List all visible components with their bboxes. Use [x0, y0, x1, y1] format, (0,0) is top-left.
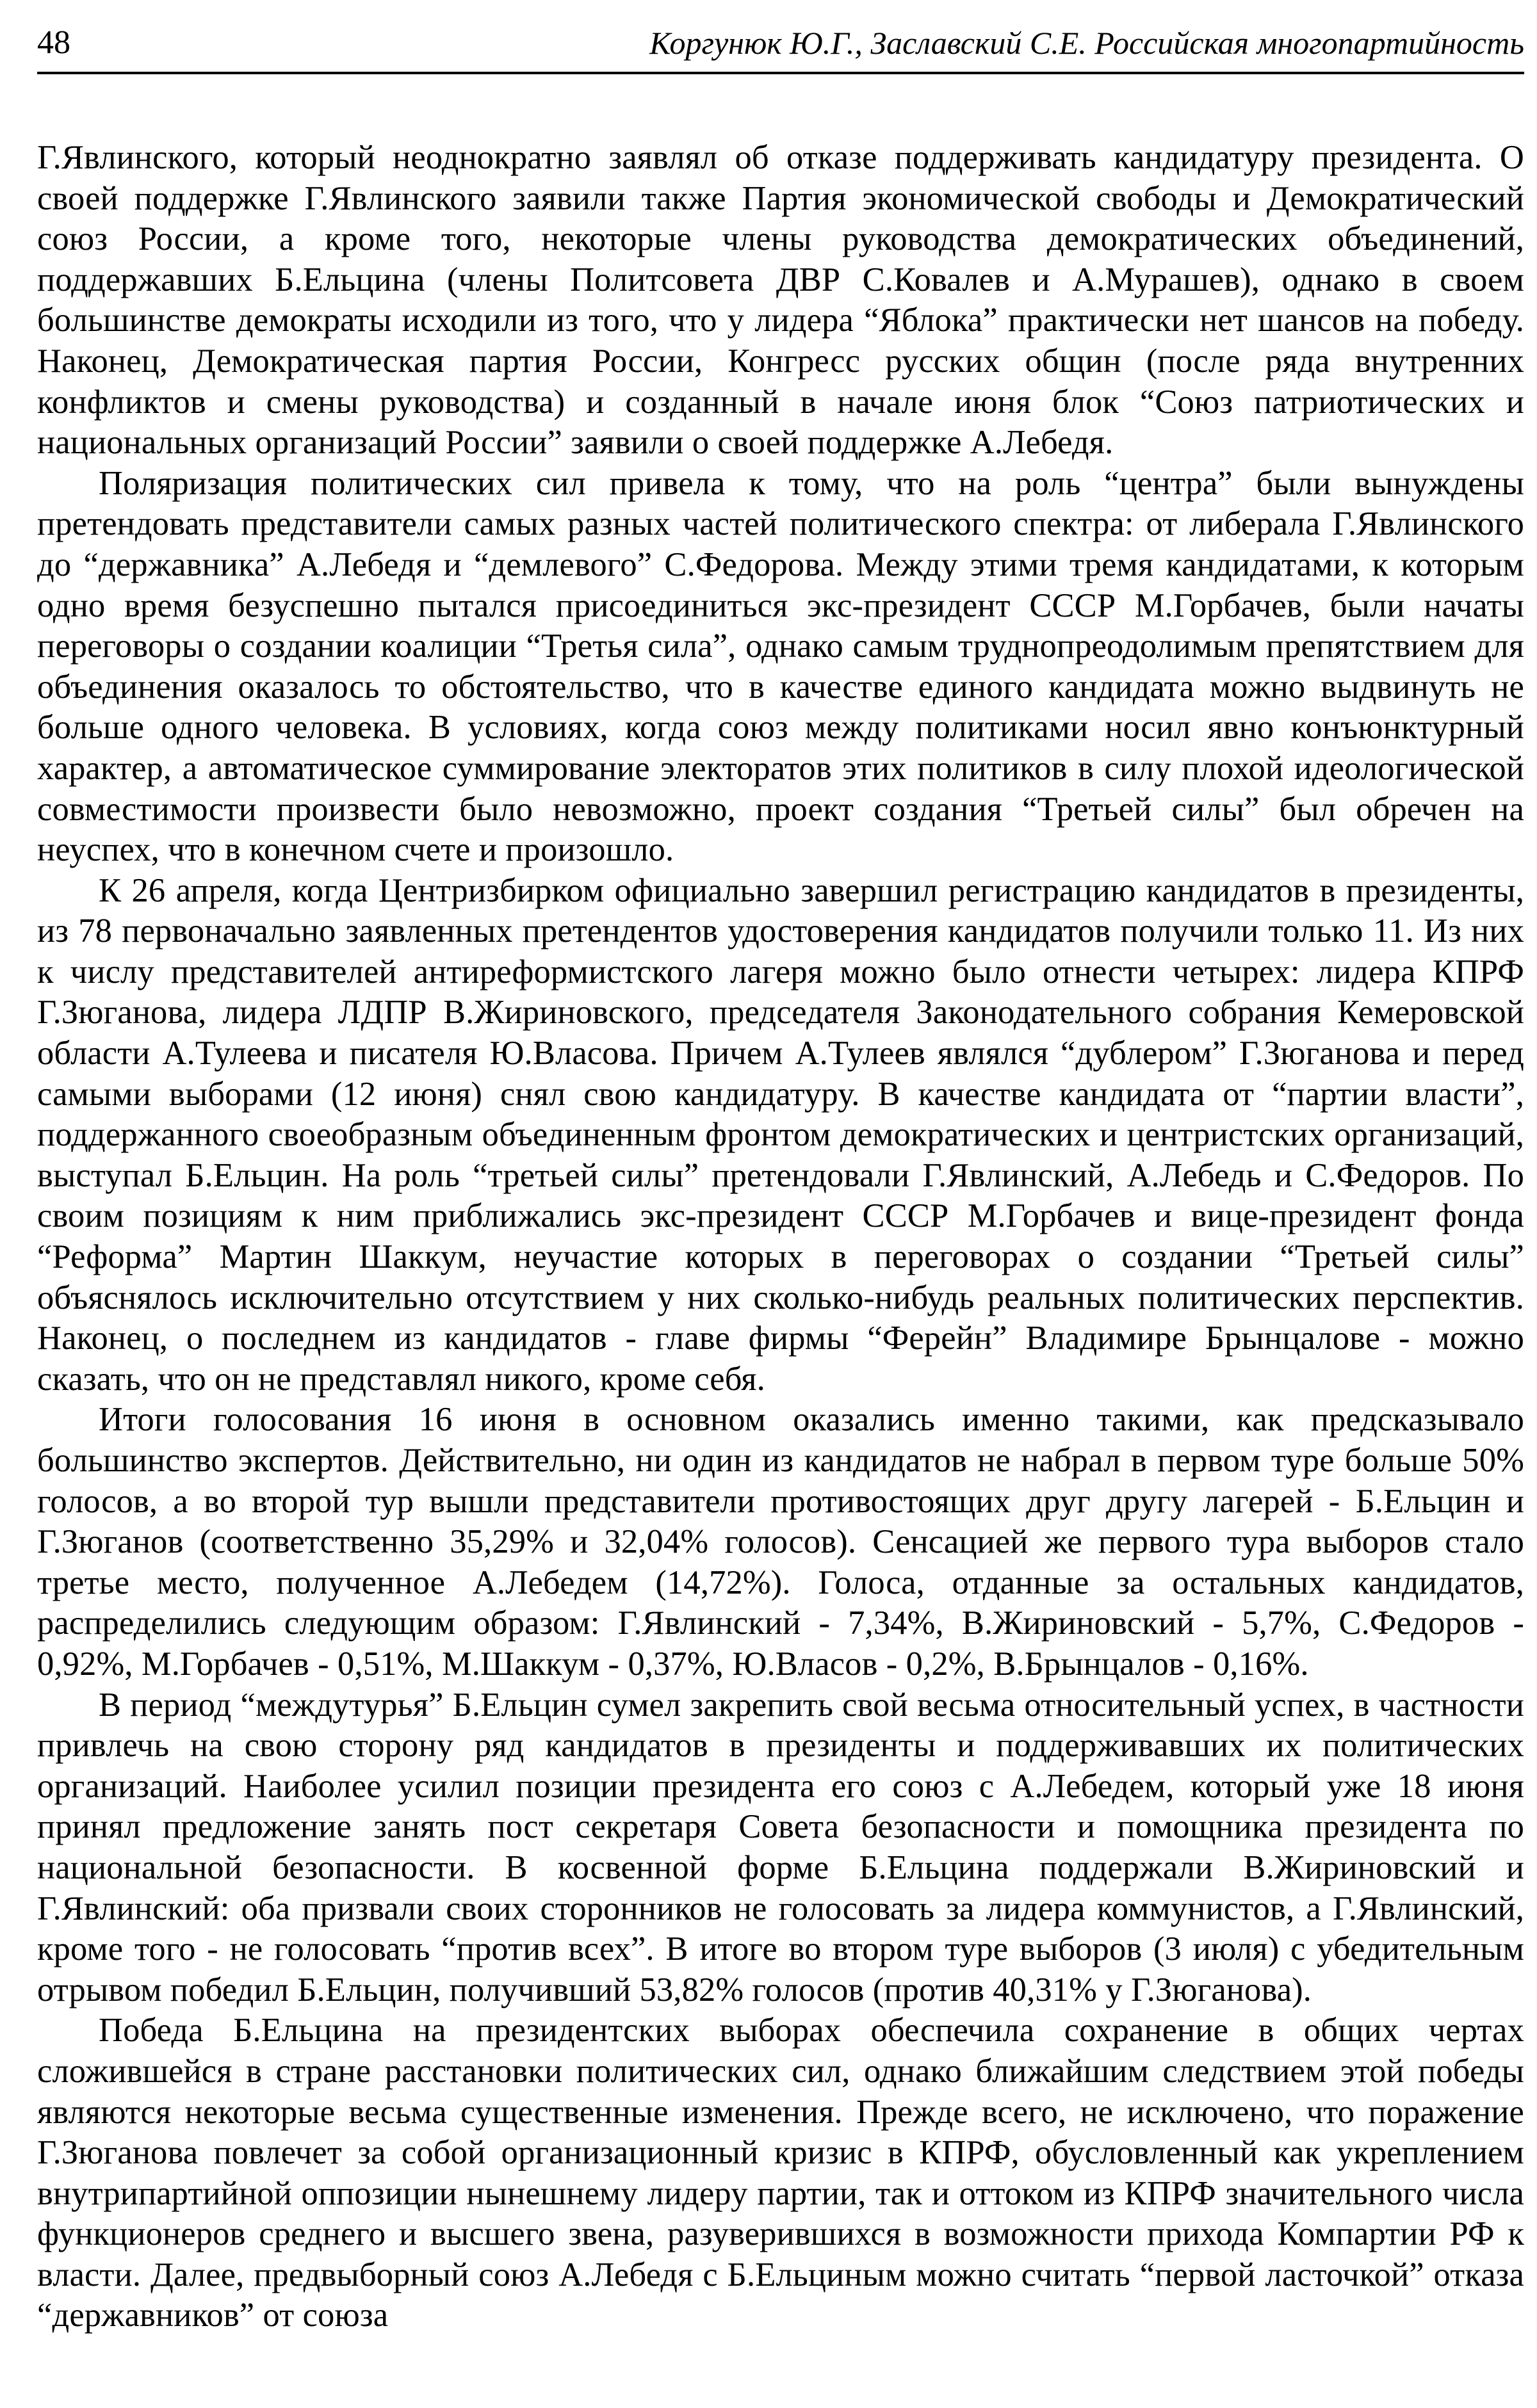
page-number: 48 [37, 24, 70, 61]
running-title: Коргунюк Ю.Г., Заславский С.Е. Российская многопартийность [649, 25, 1524, 61]
paragraph-5: В период “междутурья” Б.Ельцин сумел закрепить свой весьма относительный успех, в частности привлечь на свою сторону ряд кандидатов в президенты и поддерживавших их политических организаций. Наиболее усилил позиции президента его союз с А.Лебедем, который уже 18 июня принял предложение занять пост секретаря Совета безопасности и помощника президента по национальной безопасности. В косвенной форме Б.Ельцина поддержали В.Жириновский и Г.Явлинский: оба призвали своих сторонников не голосовать за лидера коммунистов, а Г.Явлинский, кроме того - не голосовать “против всех”. В итоге во втором туре выборов (3 июля) с убедительным отрывом победил Б.Ельцин, получивший 53,82% голосов (против 40,31% у Г.Зюганова). [37, 1686, 1524, 2008]
body-text [37, 138, 1524, 2336]
paragraph-6: Победа Б.Ельцина на президентских выборах обеспечила сохранение в общих чертах сложившейся в стране расстановки политических сил, однако ближайшим следствием этой победы являются некоторые весьма существенные изменения. Прежде всего, не исключено, что поражение Г.Зюганова повлечет за собой организационный кризис в КПРФ, обусловленный как укреплением внутрипартийной оппозиции нынешнему лидеру партии, так и оттоком из КПРФ значительного числа функционеров среднего и высшего звена, разуверившихся в возможности прихода Компартии РФ к власти. Далее, предвыборный союз А.Лебедя с Б.Ельциным можно считать “первой ласточкой” отказа “державников” от союза [37, 2012, 1524, 2334]
paragraph-1: Г.Явлинского, который неоднократно заявлял об отказе поддерживать кандидатуру президента. О своей поддержке Г.Явлинского заявили также Партия экономической свободы и Демократический союз России, а кроме того, некоторые члены руководства демократических объединений, поддержавших Б.Ельцина (члены Политсовета ДВР С.Ковалев и А.Мурашев), однако в своем большинстве демократы исходили из того, что у лидера “Яблока” практически нет шансов на победу. Наконец, Демократическая партия России, Конгресс русских общин (после ряда внутренних конфликтов и смены руководства) и созданный в начале июня блок “Союз патриотических и национальных организаций России” заявили о своей поддержке А.Лебедя. [37, 139, 1524, 462]
running-header [37, 18, 1524, 74]
paragraph-4: Итоги голосования 16 июня в основном оказались именно такими, как предсказывало большинство экспертов. Действительно, ни один из кандидатов не набрал в первом туре больше 50% голосов, а во второй тур вышли представители противостоящих друг другу лагерей - Б.Ельцин и Г.Зюганов (соответственно 35,29% и 32,04% голосов). Сенсацией же первого тура выборов стало третье место, полученное А.Лебедем (14,72%). Голоса, отданные за остальных кандидатов, распределились следующим образом: Г.Явлинский - 7,34%, В.Жириновский - 5,7%, С.Федоров - 0,92%, М.Горбачев - 0,51%, М.Шаккум - 0,37%, Ю.Власов - 0,2%, В.Брынцалов - 0,16%. [37, 1401, 1524, 1683]
paragraph-3: К 26 апреля, когда Центризбирком официально завершил регистрацию кандидатов в президенты, из 78 первоначально заявленных претендентов удостоверения кандидатов получили только 11. Из них к числу представителей антиреформистского лагеря можно было отнести четырех: лидера КПРФ Г.Зюганова, лидера ЛДПР В.Жириновского, председателя Законодательного собрания Кемеровской области А.Тулеева и писателя Ю.Власова. Причем А.Тулеев являлся “дублером” Г.Зюганова и перед самыми выборами (12 июня) снял свою кандидатуру. В качестве кандидата от “партии власти”, поддержанного своеобразным объединенным фронтом демократических и центристских организаций, выступал Б.Ельцин. На роль “третьей силы” претендовали Г.Явлинский, А.Лебедь и С.Федоров. По своим позициям к ним приближались экс-президент СССР М.Горбачев и вице-президент фонда “Реформа” Мартин Шаккум, неучастие которых в переговорах о создании “Третьей силы” объяснялось исключительно отсутствием у них сколько-нибудь реальных политических перспектив. Наконец, о последнем из кандидатов - главе фирмы “Ферейн” Владимире Брынцалове - можно сказать, что он не представлял никого, кроме себя. [37, 871, 1524, 1398]
paragraph-2: Поляризация политических сил привела к тому, что на роль “центра” были вынуждены претендовать представители самых разных частей политического спектра: от либерала Г.Явлинского до “державника” А.Лебедя и “демлевого” С.Федорова. Между этими тремя кандидатами, к которым одно время безуспешно пытался присоединиться экс-президент СССР М.Горбачев, были начаты переговоры о создании коалиции “Третья сила”, однако самым труднопреодолимым препятствием для объединения оказалось то обстоятельство, что в качестве единого кандидата можно выдвинуть не больше одного человека. В условиях, когда союз между политиками носил явно конъюнктурный характер, а автоматическое суммирование электоратов этих политиков в силу плохой идеологической совместимости произвести было невозможно, проект создания “Третьей силы” был обречен на неуспех, что в конечном счете и произошло. [37, 464, 1524, 869]
